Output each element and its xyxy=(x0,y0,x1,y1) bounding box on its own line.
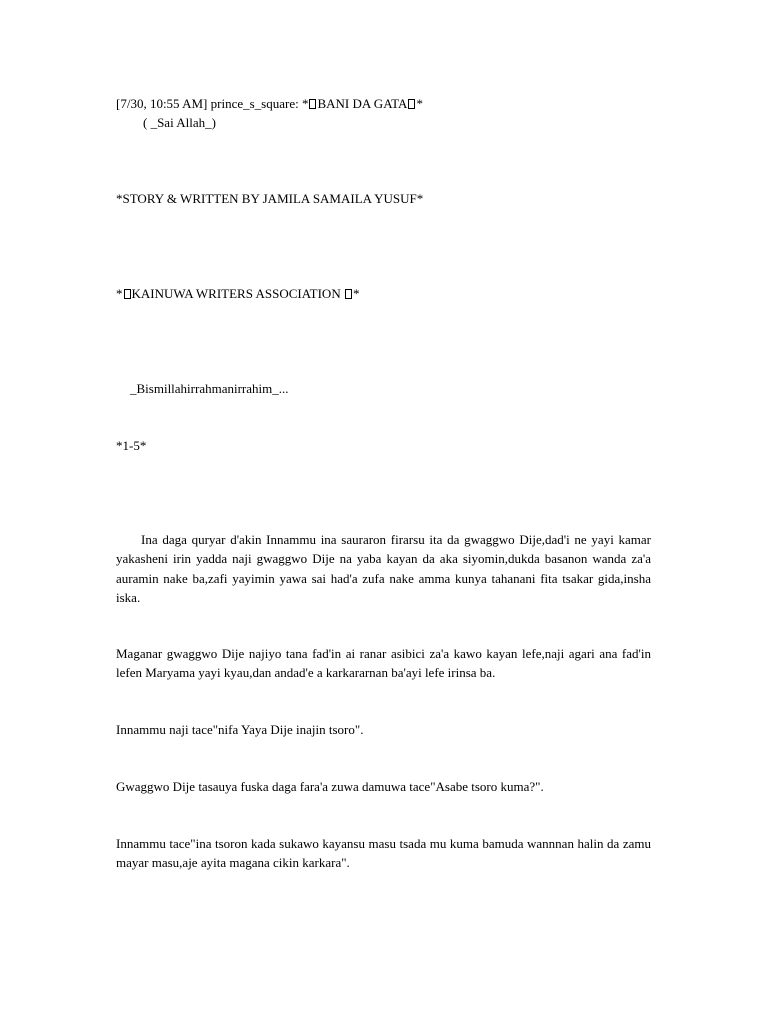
association-name: KAINUWA WRITERS ASSOCIATION xyxy=(131,286,344,301)
body-paragraph-5: Innammu tace"ina tsoron kada sukawo kayansu masu tsada mu kuma bamuda wannnan halin da zamu mayar masu,aje ayita magana cikin karkara". xyxy=(116,836,651,871)
association-prefix: * xyxy=(116,286,123,301)
chat-header-line xyxy=(116,94,423,113)
title-suffix: * xyxy=(416,96,423,111)
author-credit: *STORY & WRITTEN BY JAMILA SAMAILA YUSUF* xyxy=(116,191,424,206)
missing-glyph-icon xyxy=(408,99,415,109)
bismillah: _Bismillahirrahmanirrahim_... xyxy=(130,381,289,396)
title-prefix: * xyxy=(301,96,309,111)
body-paragraph-3: Innammu naji tace"nifa Yaya Dije inajin tsoro". xyxy=(116,722,364,737)
association-line xyxy=(116,284,359,303)
story-title: BANI DA GATA xyxy=(317,96,408,111)
association-suffix: * xyxy=(352,286,360,301)
body-paragraph-1: Ina daga quryar d'akin Innammu ina sauraron firarsu ita da gwaggwo Dije,dad'i ne yayi kamar yakasheni irin yadda naji gwaggwo Dije na yaba kayan da aka siyomin,dukda basanon wanda za'a auramin nake ba,zafi yayimin yawa sai had'a zufa nake amma kunya tahanani fita tsakar gida,insha iska. xyxy=(116,532,651,605)
missing-glyph-icon xyxy=(345,289,352,299)
story-subtitle: ( _Sai Allah_) xyxy=(143,115,216,130)
body-paragraph-2: Maganar gwaggwo Dije najiyo tana fad'in ai ranar asibici za'a kawo kayan lefe,naji agari ana fad'in lefen Maryama yayi kyau,dan andad'e a karkararnan ba'ayi lefe irinsa ba. xyxy=(116,646,651,681)
chapter-marker: *1-5* xyxy=(116,438,147,453)
missing-glyph-icon xyxy=(309,99,316,109)
message-timestamp: [7/30, 10:55 AM] xyxy=(116,96,208,111)
message-sender: prince_s_square: xyxy=(210,96,299,111)
missing-glyph-icon xyxy=(124,289,131,299)
body-paragraph-4: Gwaggwo Dije tasauya fuska daga fara'a zuwa damuwa tace"Asabe tsoro kuma?". xyxy=(116,779,544,794)
